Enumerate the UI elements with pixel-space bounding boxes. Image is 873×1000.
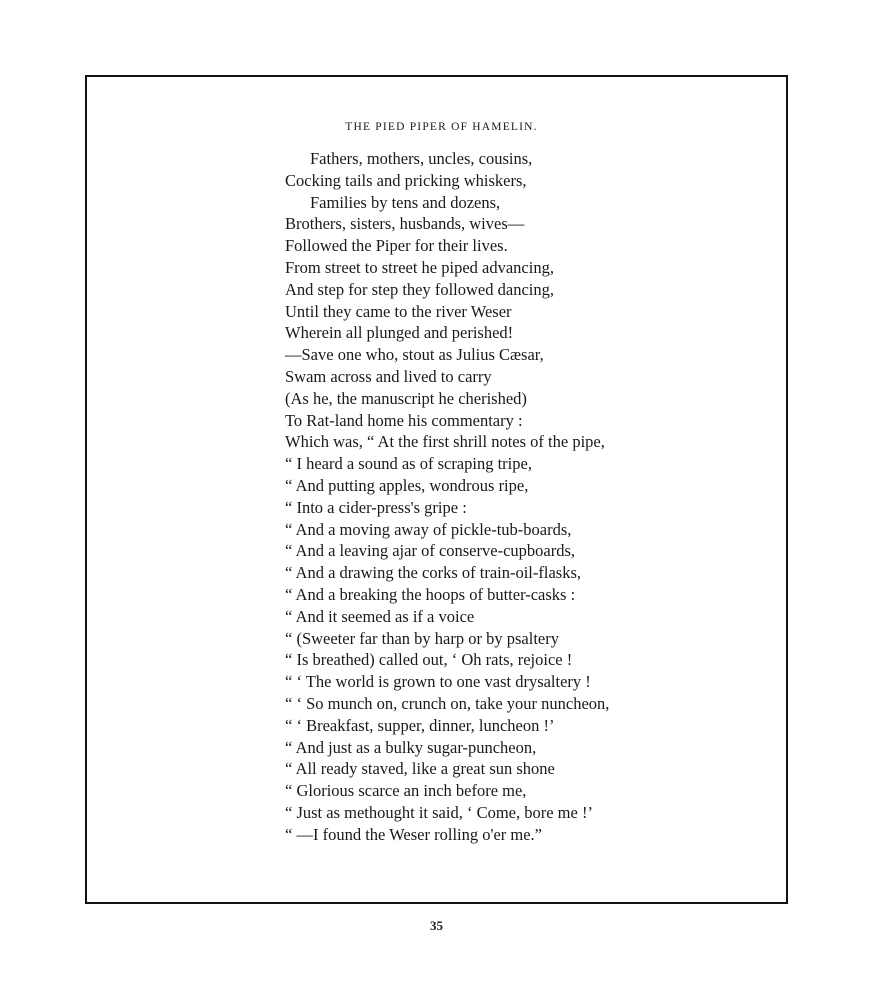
poem-line: Brothers, sisters, husbands, wives— (285, 214, 525, 234)
poem-line: “ Just as methought it said, ‘ Come, bore me !’ (285, 802, 593, 822)
poem-text (285, 148, 609, 846)
page-number: 35 (430, 918, 443, 933)
running-head: THE PIED PIPER OF HAMELIN. (345, 121, 538, 133)
poem-line: Which was, “ At the first shrill notes of the pipe, (285, 432, 605, 452)
poem-line: “ And it seemed as if a voice (285, 606, 475, 626)
poem-line: “ And putting apples, wondrous ripe, (285, 475, 529, 495)
poem-line: “ And a moving away of pickle-tub-boards, (285, 519, 572, 539)
poem-line: “ ‘ The world is grown to one vast drysaltery ! (285, 672, 591, 692)
poem-line: Fathers, mothers, uncles, cousins, (310, 149, 533, 168)
poem-line: “ And a breaking the hoops of butter-casks : (285, 584, 576, 604)
poem-line: “ (Sweeter far than by harp or by psaltery (285, 628, 559, 648)
poem-line: “ ‘ So munch on, crunch on, take your nuncheon, (285, 693, 610, 713)
poem-line: “ Is breathed) called out, ‘ Oh rats, rejoice ! (285, 650, 573, 670)
poem-line: —Save one who, stout as Julius Cæsar, (285, 345, 544, 365)
poem-line: “ —I found the Weser rolling o'er me.” (285, 824, 543, 844)
poem-line: Cocking tails and pricking whiskers, (285, 170, 527, 190)
poem-line: And step for step they followed dancing, (285, 279, 554, 299)
poem-line: To Rat-land home his commentary : (285, 410, 523, 430)
poem-line: “ All ready staved, like a great sun shone (285, 759, 555, 779)
poem-line: “ Glorious scarce an inch before me, (285, 781, 527, 801)
poem-line: “ I heard a sound as of scraping tripe, (285, 454, 532, 474)
poem-line: “ Into a cider-press's gripe : (285, 497, 467, 517)
poem-line: Families by tens and dozens, (310, 192, 501, 212)
poem-line: “ And just as a bulky sugar-puncheon, (285, 737, 537, 757)
poem-line: Wherein all plunged and perished! (285, 323, 514, 343)
poem-line: (As he, the manuscript he cherished) (285, 388, 527, 408)
poem-line: Followed the Piper for their lives. (285, 236, 508, 256)
poem-line: Swam across and lived to carry (285, 366, 492, 386)
poem-line: From street to street he piped advancing, (285, 257, 554, 277)
poem-line: Until they came to the river Weser (285, 301, 512, 321)
poem-line: “ And a leaving ajar of conserve-cupboards, (285, 541, 576, 561)
poem-line: “ And a drawing the corks of train-oil-flasks, (285, 563, 582, 583)
poem-line: “ ‘ Breakfast, supper, dinner, luncheon !’ (285, 715, 555, 735)
